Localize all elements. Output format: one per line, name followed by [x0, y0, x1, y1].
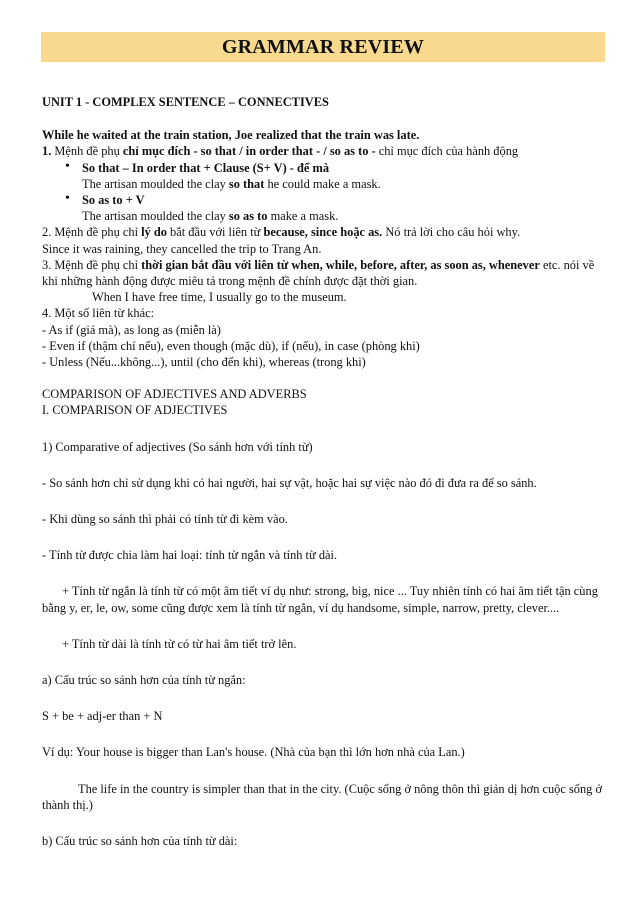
comparative-formula: S + be + adj-er than + N: [42, 709, 163, 724]
bullet-so-that: • So that – In order that + Clause (S+ V) - để mà: [42, 160, 608, 176]
comparison-subheading: I. COMPARISON OF ADJECTIVES: [42, 403, 228, 418]
connective-list-item: - Even if (thậm chí nếu), even though (mặc dù), if (nếu), in case (phòng khi): [42, 338, 420, 353]
purpose-clause-rule: 1. Mệnh đề phụ chỉ mục đích - so that / in order that - / so as to - chỉ mục đích của hành động: [42, 144, 519, 159]
short-adjective-definition: + Tính từ ngắn là tính từ có một âm tiết ví dụ như: strong, big, nice ... Tuy nhiên tính có hai âm tiết tận cùng bằng y, er, le, ow, some cũng được xem là tính từ ngắn, ví dụ handsome, simple, narrow, pretty, clever....: [42, 584, 598, 615]
reason-clause-rule: 2. Mệnh đề phụ chỉ lý do bắt đầu với liên từ because, since hoặc as. Nó trả lời cho câu hỏi why.: [42, 225, 521, 240]
connective-list-item: - As if (giá mà), as long as (miễn là): [42, 322, 221, 337]
example-sentence: The life in the country is simpler than that in the city. (Cuộc sống ở nông thôn thì giản dị hơn cuộc sống ở thành thị.): [42, 781, 603, 812]
long-adjective-definition: + Tính từ dài là tính từ có từ hai âm tiết trở lên.: [62, 636, 297, 651]
comparative-rule: - Khi dùng so sánh thì phải có tính từ đi kèm vào.: [42, 512, 288, 527]
unit-heading: UNIT 1 - COMPLEX SENTENCE – CONNECTIVES: [42, 95, 329, 109]
comparison-heading: COMPARISON OF ADJECTIVES AND ADVERBS: [42, 387, 307, 402]
example-sentence-main: While he waited at the train station, Joe realized that the train was late.: [42, 128, 420, 143]
comparative-rule: - So sánh hơn chỉ sử dụng khi có hai người, hai sự vật, hoặc hai sự việc nào đó đi đưa ra để so sánh.: [42, 475, 537, 490]
comparative-rule: - Tính từ được chia làm hai loại: tính từ ngắn và tính từ dài.: [42, 548, 338, 563]
other-connectives-heading: 4. Một số liên từ khác:: [42, 306, 155, 321]
short-adjective-structure-heading: a) Cấu trúc so sánh hơn của tính từ ngắn:: [42, 673, 246, 688]
document-page: [42, 32, 608, 849]
comparative-title: 1) Comparative of adjectives (So sánh hơn với tính từ): [42, 439, 313, 454]
time-example: When I have free time, I usually go to the museum.: [92, 290, 347, 305]
page-title: GRAMMAR REVIEW: [221, 35, 425, 58]
title-banner: [41, 32, 605, 62]
example-so-that: The artisan moulded the clay so that he could make a mask.: [82, 176, 381, 191]
reason-example: Since it was raining, they cancelled the trip to Trang An.: [42, 241, 322, 256]
long-adjective-structure-heading: b) Cấu trúc so sánh hơn của tính từ dài:: [42, 834, 238, 849]
example-so-as-to: The artisan moulded the clay so as to make a mask.: [82, 209, 339, 224]
time-clause-rule: 3. Mệnh đề phụ chỉ thời gian bắt đầu với liên từ when, while, before, after, as soon as, whenever etc. nói về khi những hành động được miêu tả trong mệnh đề chính được đặt thời gian.: [42, 257, 595, 289]
example-sentence: Ví dụ: Your house is bigger than Lan's house. (Nhà của bạn thì lớn hơn nhà của Lan.): [42, 745, 465, 760]
bullet-so-as-to: • So as to + V: [42, 192, 608, 208]
connective-list-item: - Unless (Nếu...không...), until (cho đến khi), whereas (trong khi): [42, 355, 366, 370]
